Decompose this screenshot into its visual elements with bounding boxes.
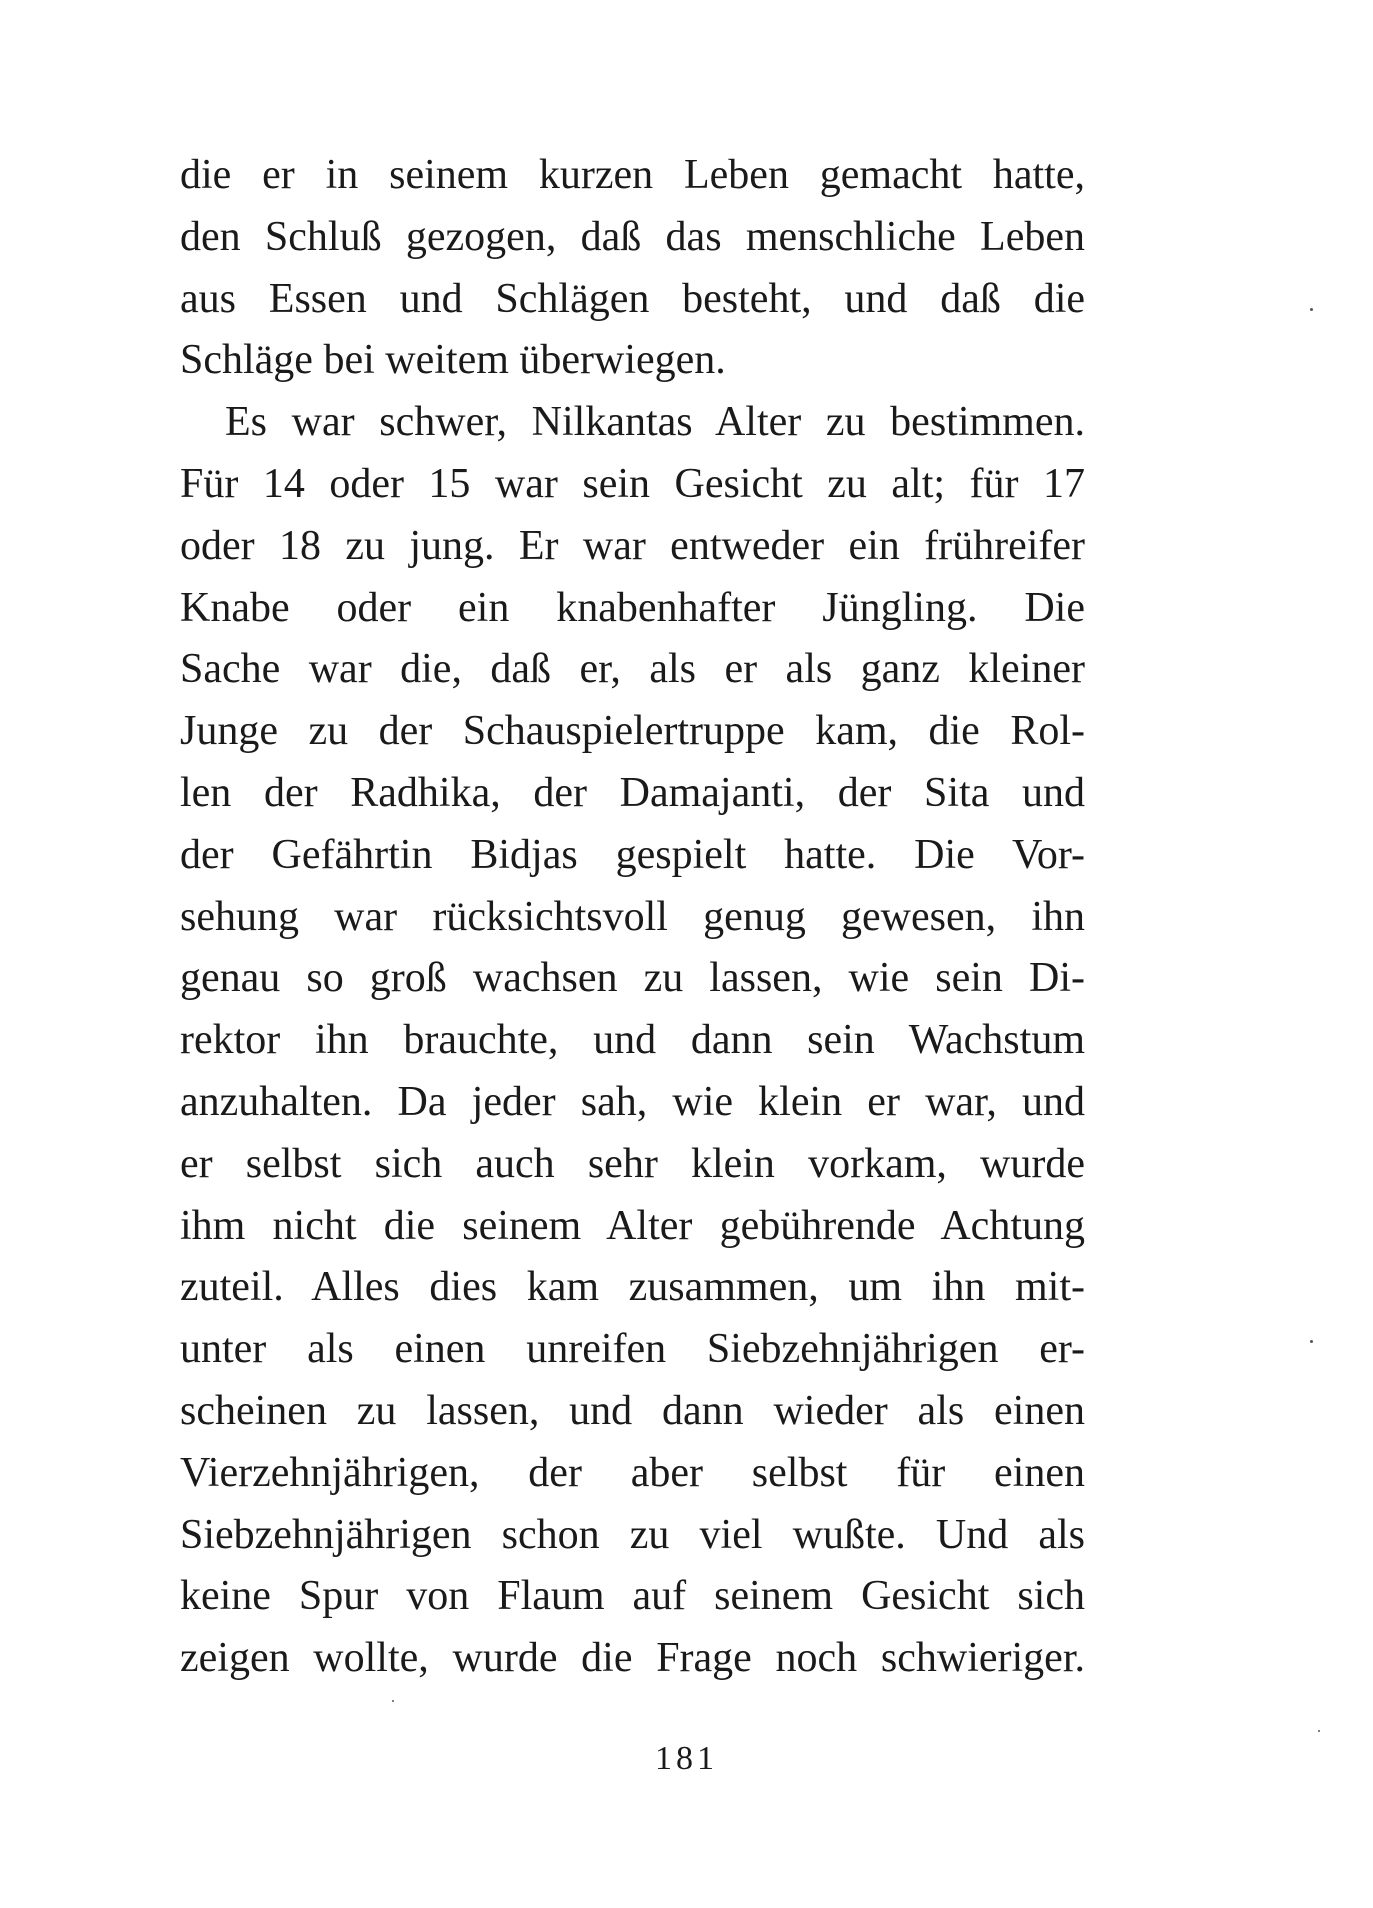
text-line: Siebzehnjährigen schon zu viel wußte. Und als xyxy=(180,1511,1085,1558)
body-text xyxy=(180,145,1085,1690)
text-line: Es war schwer, Nilkantas Alter zu bestimmen. xyxy=(225,399,1085,446)
scan-speck xyxy=(392,1700,394,1702)
page-number: 181 xyxy=(655,1740,718,1777)
text-line: Sache war die, daß er, als er als ganz kleiner xyxy=(180,646,1085,693)
text-line: zuteil. Alles dies kam zusammen, um ihn mit- xyxy=(180,1264,1085,1311)
text-line: keine Spur von Flaum auf seinem Gesicht sich xyxy=(180,1573,1085,1620)
text-line: anzuhalten. Da jeder sah, wie klein er war, und xyxy=(180,1078,1085,1125)
text-line: zeigen wollte, wurde die Frage noch schwieriger. xyxy=(180,1635,1085,1682)
text-line: Junge zu der Schauspielertruppe kam, die Rol- xyxy=(180,708,1085,755)
text-line: Vierzehnjährigen, der aber selbst für einen xyxy=(180,1449,1085,1496)
text-line: Knabe oder ein knabenhafter Jüngling. Die xyxy=(180,584,1085,631)
text-line: die er in seinem kurzen Leben gemacht hatte, xyxy=(180,152,1085,198)
text-line: den Schluß gezogen, daß das menschliche Leben xyxy=(180,213,1085,260)
text-line: Schläge bei weitem überwiegen. xyxy=(180,337,726,384)
text-line: aus Essen und Schlägen besteht, und daß die xyxy=(180,275,1085,322)
scan-speck xyxy=(1318,1730,1320,1732)
text-line: oder 18 zu jung. Er war entweder ein frühreifer xyxy=(180,522,1085,569)
text-line: len der Radhika, der Damajanti, der Sita und xyxy=(180,769,1085,816)
text-line: der Gefährtin Bidjas gespielt hatte. Die Vor- xyxy=(180,831,1085,878)
text-line: ihm nicht die seinem Alter gebührende Achtung xyxy=(180,1202,1085,1249)
text-line: genau so groß wachsen zu lassen, wie sein Di- xyxy=(180,955,1085,1002)
text-line: er selbst sich auch sehr klein vorkam, wurde xyxy=(180,1140,1085,1187)
text-line: unter als einen unreifen Siebzehnjährigen er- xyxy=(180,1326,1085,1373)
text-line: sehung war rücksichtsvoll genug gewesen, ihn xyxy=(180,893,1085,940)
text-line: scheinen zu lassen, und dann wieder als einen xyxy=(180,1387,1085,1434)
scan-speck xyxy=(1310,308,1313,311)
scan-speck xyxy=(1310,1340,1313,1343)
text-line: rektor ihn brauchte, und dann sein Wachstum xyxy=(180,1017,1085,1064)
text-line: Für 14 oder 15 war sein Gesicht zu alt; für 17 xyxy=(180,460,1085,507)
